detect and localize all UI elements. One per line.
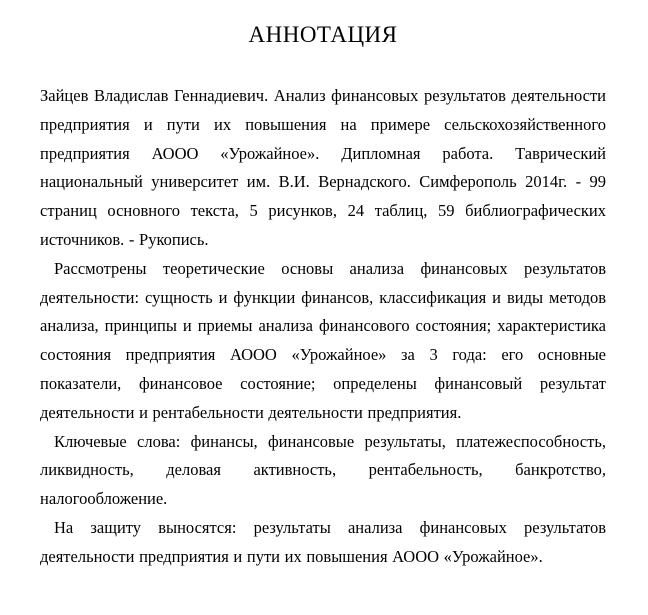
paragraph-bibliographic-description: Зайцев Владислав Геннадиевич. Анализ финансовых результатов деятельности предприятия и пути их повышения на примере сельскохозяйственного предприятия АООО «Урожайное». Дипломная работа. Таврический национальный университет им. В.И. Вернадского. Симферополь 2014г. - 99 страниц основного текста, 5 рисунков, 24 таблиц, 59 библиографических источников. - Рукопись. (40, 86, 606, 249)
paragraph-overview: Рассмотрены теоретические основы анализа финансовых результатов деятельности: сущность и функции финансов, классификация и виды методов анализа, принципы и приемы анализа финансового состояния; характеристика состояния предприятия АООО «Урожайное» за 3 года: его основные показатели, финансовое состояние; определены финансовый результат деятельности и рентабельности деятельности предприятия. (40, 258, 606, 422)
paragraph-defense-statement: На защиту выносятся: результаты анализа финансовых результатов деятельности предприятия и пути их повышения АООО «Урожайное». (40, 517, 606, 566)
document-title: АННОТАЦИЯ (248, 22, 398, 47)
paragraph-keywords: Ключевые слова: финансы, финансовые результаты, платежеспособность, ликвидность, деловая активность, рентабельность, банкротство, налогообложение. (40, 431, 606, 509)
